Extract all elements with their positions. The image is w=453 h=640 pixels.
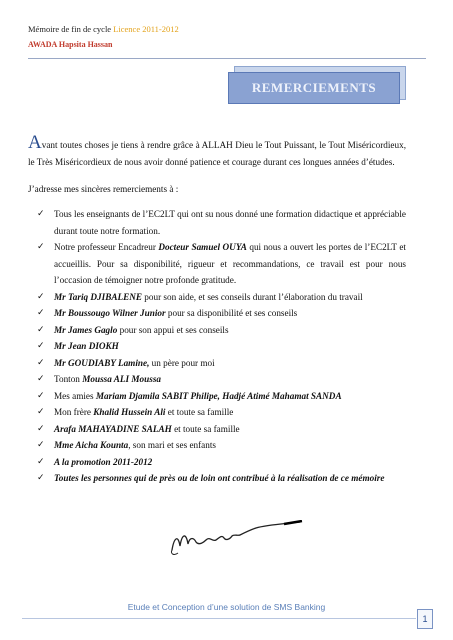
header-year: Licence 2011-2012 [113, 24, 179, 34]
thanks-item [28, 404, 406, 421]
page-header [28, 24, 426, 49]
thanks-text: Tonton [54, 374, 83, 384]
thanks-name: Mme Aicha Kounta [54, 440, 129, 450]
checkmark-icon: ✓ [37, 423, 45, 434]
thanks-text: un père pour moi [149, 357, 215, 368]
thanks-item [28, 206, 406, 239]
thanks-text: Mes amies [54, 390, 96, 401]
thanks-text: pour sa disponibilité et ses conseils [165, 308, 298, 318]
thanks-item [28, 305, 406, 322]
thanks-item [28, 470, 406, 487]
header-prefix: Mémoire de fin de cycle [28, 24, 112, 34]
thanks-item [28, 437, 406, 454]
thanks-text: Tous les enseignants de l’EC2LT qui ont su nous donné une formation didactique et appréciable durant toute notre formation. [54, 209, 406, 236]
checkmark-icon: ✓ [37, 456, 45, 467]
thanks-item [28, 322, 406, 339]
checkmark-icon: ✓ [37, 341, 45, 351]
thanks-item [28, 239, 406, 289]
checkmark-icon: ✓ [37, 308, 45, 318]
intro-paragraph [28, 132, 406, 171]
thanks-text: et toute sa famille [171, 423, 240, 434]
footer-rule [22, 618, 416, 619]
checkmark-icon: ✓ [37, 209, 45, 219]
header-rule [28, 58, 426, 59]
checkmark-icon: ✓ [37, 440, 45, 450]
checkmark-icon: ✓ [37, 324, 45, 335]
document-body [28, 132, 406, 487]
thanks-text: pour son aide, et ses conseils durant l’élaboration du travail [142, 291, 363, 302]
checkmark-icon: ✓ [37, 407, 45, 417]
thanks-item [28, 355, 406, 372]
thanks-item [28, 421, 406, 438]
thanks-name: Moussa ALI Moussa [82, 374, 162, 384]
intro-text: vant toutes choses je tiens à rendre grâce à ALLAH Dieu le Tout Puissant, le Tout Miséricordieux, le Très Miséricordieux de nous avoir donné patience et courage durant ces longues années d’études. [28, 140, 406, 167]
footer-title: Etude et Conception d’une solution de SMS Banking [127, 602, 326, 612]
thanks-item [28, 454, 406, 471]
section-title: REMERCIEMENTS [251, 80, 377, 95]
checkmark-icon: ✓ [37, 357, 45, 368]
thanks-name: Khalid Hussein Ali [93, 407, 166, 417]
thanks-text: , son mari et ses enfants [128, 440, 216, 450]
page-number: 1 [417, 609, 433, 629]
header-author: AWADA Hapsita Hassan [28, 40, 113, 49]
thanks-text: Notre professeur Encadreur [54, 242, 159, 252]
header-title [28, 24, 426, 34]
banner-box [228, 72, 400, 104]
thanks-list [28, 206, 406, 487]
checkmark-icon: ✓ [37, 473, 45, 483]
thanks-name: A la promotion 2011-2012 [54, 456, 153, 467]
thanks-name: Arafa MAHAYADINE SALAH [54, 423, 172, 434]
section-banner [228, 66, 406, 106]
merci-signature [166, 520, 306, 560]
thanks-item [28, 338, 406, 355]
thanks-name: Docteur Samuel OUYA [158, 242, 247, 252]
thanks-text: Mon frère [54, 407, 94, 417]
thanks-name: Mr Boussougo Wilner Junior [54, 308, 166, 318]
thanks-text: et toute sa famille [165, 407, 234, 417]
thanks-name: Toutes les personnes qui de près ou de loin ont contribué à la réalisation de ce mémoire [54, 473, 385, 483]
drop-cap: A [28, 132, 42, 153]
thanks-item [28, 388, 406, 405]
thanks-name: Mariam Djamila SABIT Philipe, Hadjé Atimé Mahamat SANDA [95, 390, 342, 401]
checkmark-icon: ✓ [37, 291, 45, 302]
lead-sentence: J’adresse mes sincères remerciements à : [28, 184, 179, 194]
thanks-name: Mr Tariq DJIBALENE [54, 291, 142, 302]
thanks-name: Mr Jean DIOKH [54, 341, 119, 351]
checkmark-icon: ✓ [37, 242, 45, 252]
checkmark-icon: ✓ [37, 374, 45, 384]
thanks-text: pour son appui et ses conseils [117, 324, 229, 335]
thanks-name: Mr GOUDIABY Lamine, [54, 357, 150, 368]
thanks-item [28, 371, 406, 388]
thanks-item [28, 289, 406, 306]
thanks-name: Mr James Gaglo [54, 324, 118, 335]
thanks-text: qui nous a ouvert les portes de l’EC2LT et accueillis. Pour sa disponibilité, rigueur et recommandations, ce travail est pour nous l’occasion de témoigner notre profonde gratitude. [54, 242, 406, 285]
checkmark-icon: ✓ [37, 390, 45, 401]
